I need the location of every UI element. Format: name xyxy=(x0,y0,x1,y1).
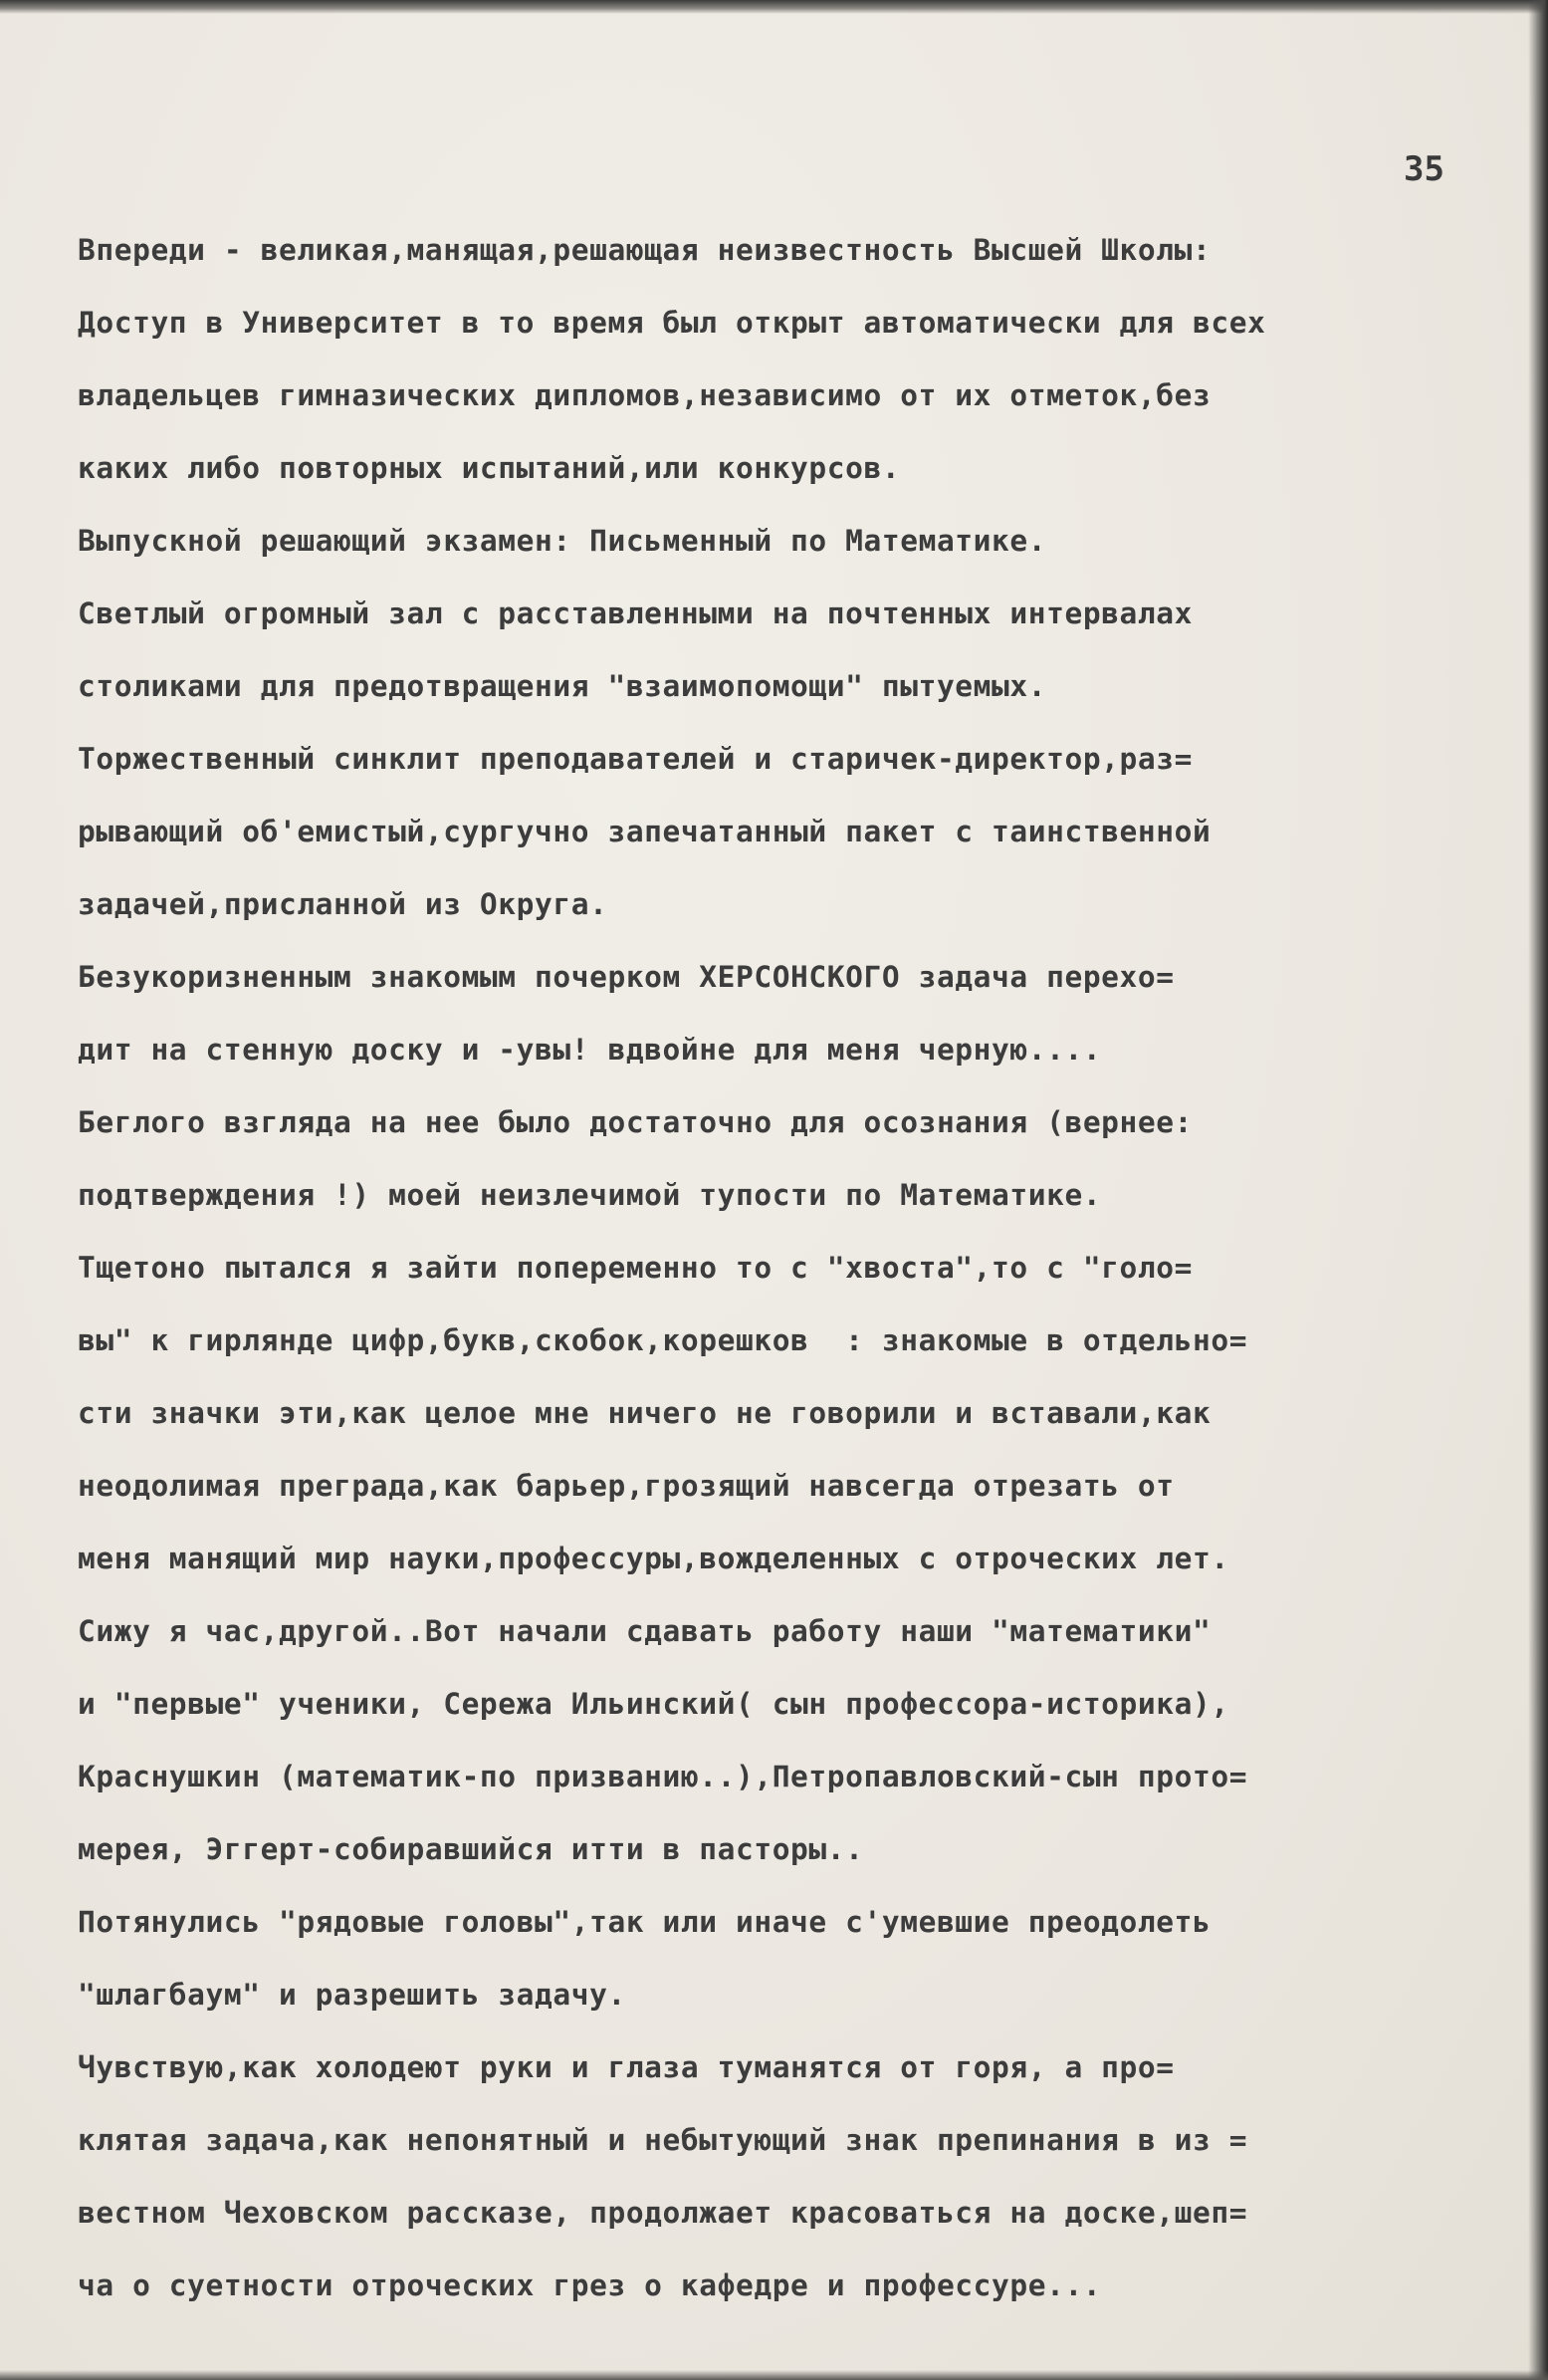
text-line: Впереди - великая,манящая,решающая неизвестность Высшей Школы: xyxy=(78,233,1212,267)
scan-right-edge xyxy=(1528,0,1548,2380)
text-line: Чувствую,как холодеют руки и глаза туманятся от горя, а про= xyxy=(78,2050,1175,2084)
text-line: клятая задача,как непонятный и небытующий знак препинания в из = xyxy=(78,2123,1248,2157)
text-line: рывающий об'емистый,сургучно запечатанный пакет с таинственной xyxy=(78,815,1212,848)
text-line: и "первые" ученики, Сережа Ильинский( сын профессора-историка), xyxy=(78,1687,1229,1721)
text-line: мерея, Эггерт-собиравшийся итти в пасторы.. xyxy=(78,1832,864,1866)
text-line: вестном Чеховском рассказе, продолжает красоваться на доске,шеп= xyxy=(78,2196,1248,2230)
text-line: владельцев гимназических дипломов,независимо от их отметок,без xyxy=(78,378,1212,412)
text-line: Беглого взгляда на нее было достаточно для осознания (вернее: xyxy=(78,1105,1193,1139)
text-line: вы" к гирлянде цифр,букв,скобок,корешков : знакомые в отдельно= xyxy=(78,1323,1248,1357)
text-line: Тщетоно пытался я зайти попеременно то с "хвоста",то с "голо= xyxy=(78,1251,1193,1285)
text-line: задачей,присланной из Округа. xyxy=(78,887,608,921)
page-number: 35 xyxy=(1404,149,1444,189)
text-line: каких либо повторных испытаний,или конкурсов. xyxy=(78,451,901,485)
text-line: меня манящий мир науки,профессуры,вожделенных с отроческих лет. xyxy=(78,1542,1229,1575)
text-line: ча о суетности отроческих грез о кафедре и профессуре... xyxy=(78,2268,1102,2302)
text-line: подтверждения !) моей неизлечимой тупости по Математике. xyxy=(78,1178,1102,1212)
text-line: столиками для предотвращения "взаимопомощи" пытуемых. xyxy=(78,669,1047,703)
text-line: сти значки эти,как целое мне ничего не говорили и вставали,как xyxy=(78,1396,1212,1430)
text-line: Безукоризненным знакомым почерком ХЕРСОНСКОГО задача перехо= xyxy=(78,960,1175,994)
text-line: Доступ в Университет в то время был открыт автоматически для всех xyxy=(78,306,1266,340)
text-line: Светлый огромный зал с расставленными на почтенных интервалах xyxy=(78,596,1193,630)
text-line: Выпускной решающий экзамен: Письменный по Математике. xyxy=(78,524,1047,558)
text-line: Сижу я час,другой..Вот начали сдавать работу наши "математики" xyxy=(78,1614,1212,1648)
text-line: Потянулись "рядовые головы",так или иначе с'умевшие преодолеть xyxy=(78,1905,1212,1939)
text-line: "шлагбаум" и разрешить задачу. xyxy=(78,1978,626,2012)
scan-bottom-edge xyxy=(0,2370,1548,2380)
scan-top-edge xyxy=(0,0,1548,14)
typewritten-body xyxy=(78,214,1471,2322)
text-line: Краснушкин (математик-по призванию..),Петропавловский-сын прото= xyxy=(78,1760,1248,1793)
text-line: неодолимая преграда,как барьер,грозящий навсегда отрезать от xyxy=(78,1469,1175,1503)
text-line: дит на стенную доску и -увы! вдвойне для меня черную.... xyxy=(78,1033,1102,1067)
text-line: Торжественный синклит преподавателей и старичек-директор,раз= xyxy=(78,742,1193,776)
